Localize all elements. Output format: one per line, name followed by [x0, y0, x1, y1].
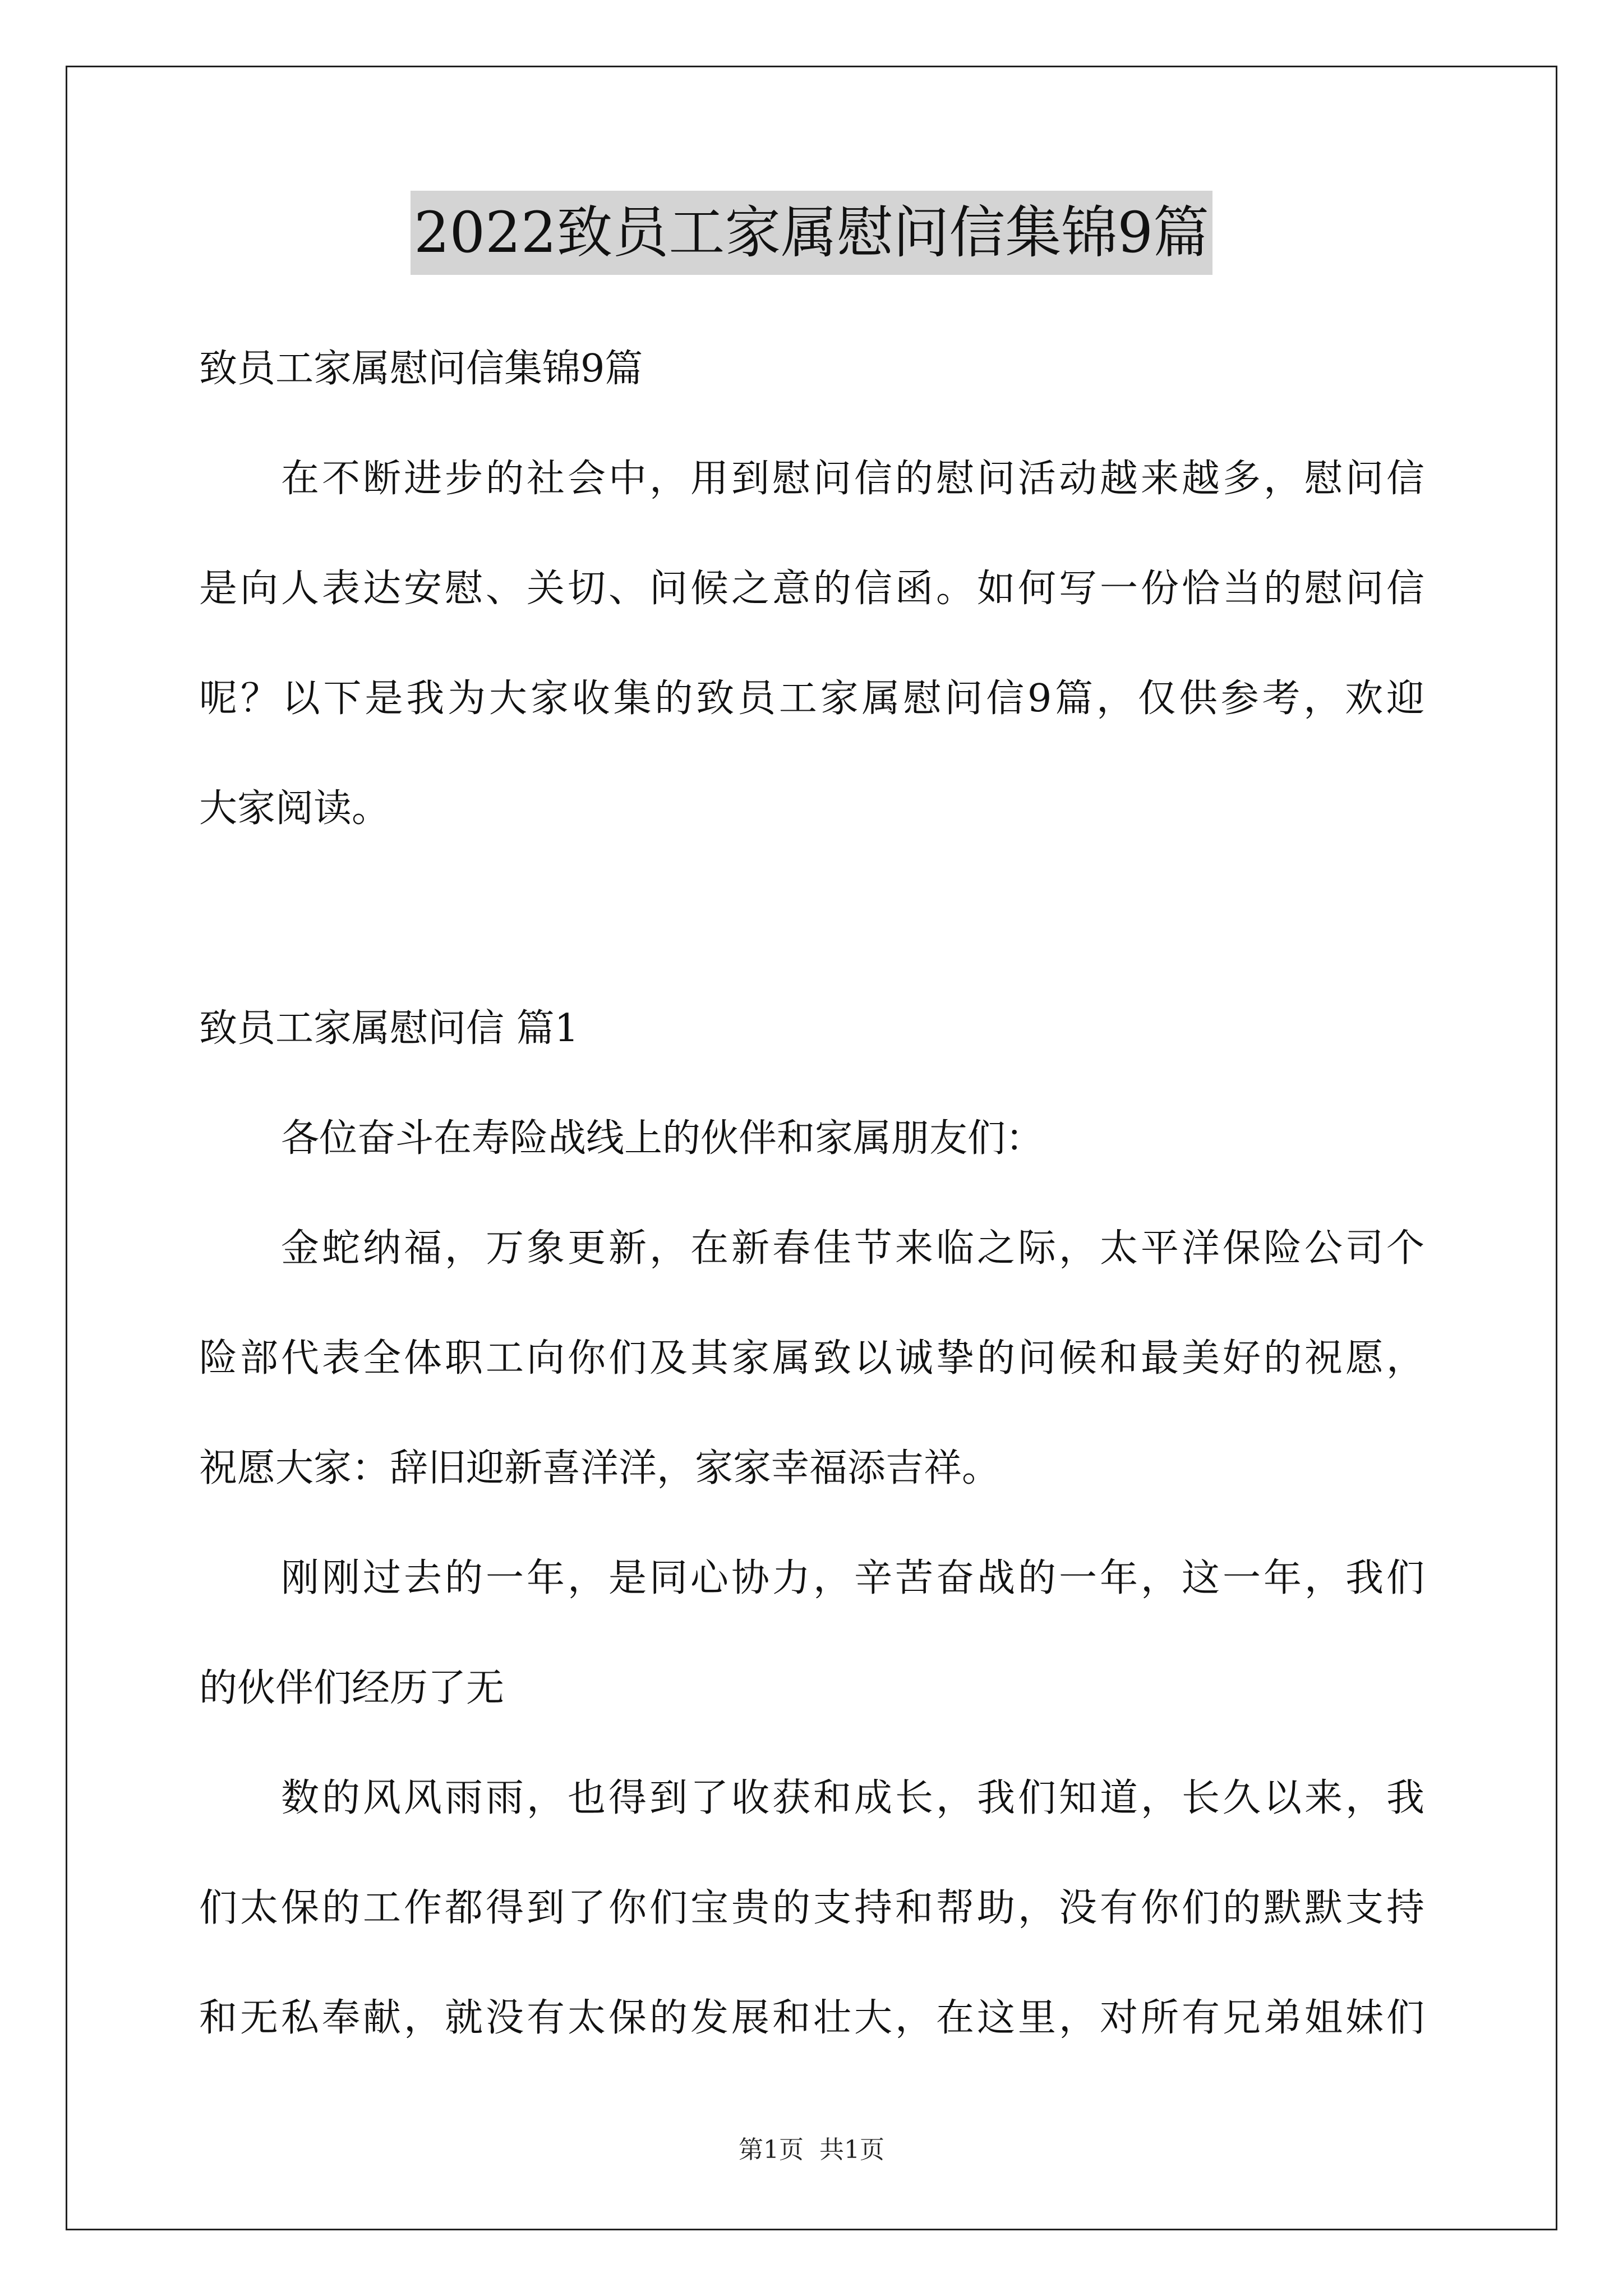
subtitle: 致员工家属慰问信集锦9篇	[199, 347, 643, 391]
paragraph-line: 刚刚过去的一年，是同心协力，辛苦奋战的一年，这一年，我们	[281, 1556, 1424, 1600]
title-container	[0, 191, 1623, 275]
paragraph-line: 数的风风雨雨，也得到了收获和成长，我们知道，长久以来，我	[281, 1776, 1424, 1820]
paragraph-line: 险部代表全体职工向你们及其家属致以诚挚的问候和最美好的祝愿，	[199, 1336, 1424, 1381]
paragraph-line: 在不断进步的社会中，用到慰问信的慰问活动越来越多，慰问信	[281, 457, 1424, 501]
paragraph-line: 和无私奉献，就没有太保的发展和壮大，在这里，对所有兄弟姐妹们	[199, 1996, 1424, 2040]
paragraph-line: 呢？以下是我为大家收集的致员工家属慰问信9篇，仅供参考，欢迎	[199, 677, 1424, 721]
paragraph-line: 的伙伴们经历了无	[199, 1666, 505, 1710]
paragraph-line: 们太保的工作都得到了你们宝贵的支持和帮助，没有你们的默默支持	[199, 1886, 1424, 1930]
page-total: 共1页	[819, 2136, 884, 2164]
paragraph-line: 是向人表达安慰、关切、问候之意的信函。如何写一份恰当的慰问信	[199, 567, 1424, 611]
page-footer	[0, 2133, 1623, 2167]
document-title: 2022致员工家属慰问信集锦9篇	[411, 191, 1212, 275]
section-heading: 致员工家属慰问信 篇1	[199, 1006, 579, 1051]
salutation: 各位奋斗在寿险战线上的伙伴和家属朋友们：	[281, 1116, 1044, 1161]
paragraph-line: 金蛇纳福，万象更新，在新春佳节来临之际，太平洋保险公司个	[281, 1226, 1424, 1271]
blank-line	[199, 864, 1424, 974]
page-number: 第1页	[739, 2136, 804, 2164]
document-body	[199, 314, 1424, 2073]
paragraph-line: 祝愿大家：辞旧迎新喜洋洋，家家幸福添吉祥。	[199, 1446, 1000, 1490]
paragraph-line: 大家阅读。	[199, 786, 390, 831]
